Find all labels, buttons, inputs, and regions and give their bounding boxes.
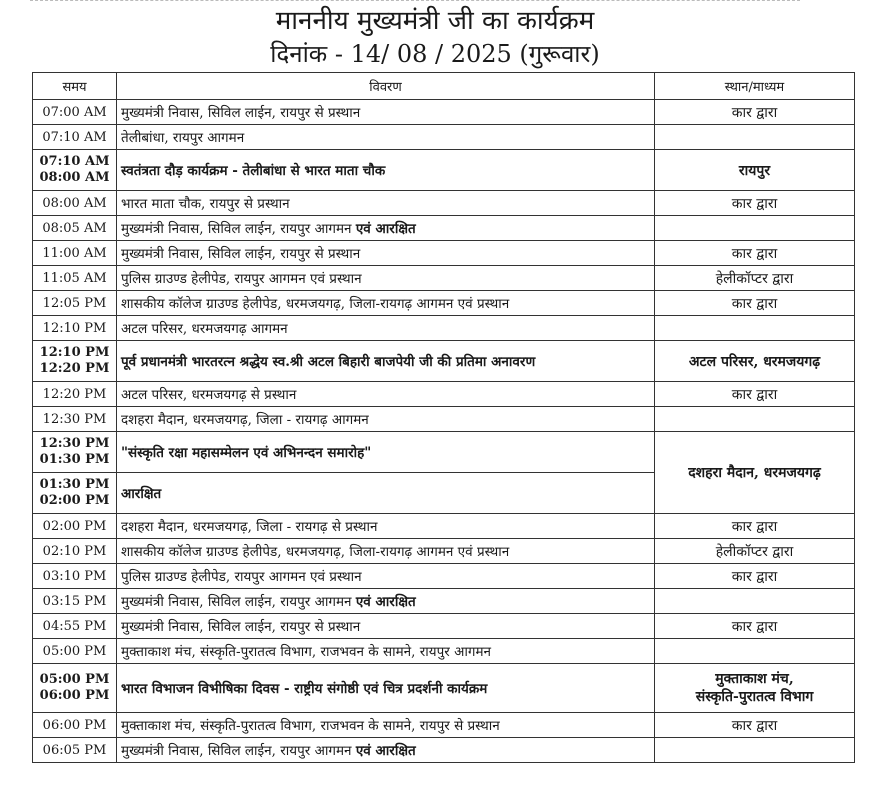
table-row (33, 316, 855, 341)
place-cell: हेलीकॉप्टर द्वारा (655, 266, 855, 291)
place-cell: कार द्वारा (655, 382, 855, 407)
time-cell: 07:00 AM (33, 100, 117, 125)
time-cell: 02:10 PM (33, 539, 117, 564)
place-cell: हेलीकॉप्टर द्वारा (655, 539, 855, 564)
description-cell: मुख्यमंत्री निवास, सिविल लाईन, रायपुर से प्रस्थान (117, 100, 655, 125)
header-place: स्थान/माध्यम (655, 73, 855, 100)
page-title: माननीय मुख्यमंत्री जी का कार्यक्रम (275, 6, 595, 36)
time-end: 01:30 PM (39, 452, 110, 467)
table-header-row (33, 73, 855, 100)
table-row (33, 407, 855, 432)
description-cell: दशहरा मैदान, धरमजयगढ़, जिला - रायगढ़ आगमन (117, 407, 655, 432)
table-row (33, 664, 855, 713)
time-cell: 07:10 AM (33, 125, 117, 150)
time-cell: 05:00 PM (33, 639, 117, 664)
place-cell: कार द्वारा (655, 614, 855, 639)
place-cell: कार द्वारा (655, 191, 855, 216)
description-cell (117, 589, 655, 614)
table-row (33, 382, 855, 407)
description-cell: आरक्षित (117, 473, 655, 514)
time-range-cell (33, 150, 117, 191)
time-cell: 06:00 PM (33, 713, 117, 738)
place-cell: कार द्वारा (655, 100, 855, 125)
description-text: मुख्यमंत्री निवास, सिविल लाईन, रायपुर आगमन (121, 221, 352, 237)
description-cell: मुख्यमंत्री निवास, सिविल लाईन, रायपुर से प्रस्थान (117, 614, 655, 639)
description-cell: भारत विभाजन विभीषिका दिवस - राष्ट्रीय संगोष्ठी एवं चित्र प्रदर्शनी कार्यक्रम (117, 664, 655, 713)
time-cell: 04:55 PM (33, 614, 117, 639)
place-line-2: संस्कृति-पुरातत्व विभाग (695, 689, 814, 705)
table-row (33, 100, 855, 125)
time-start: 01:30 PM (39, 477, 110, 492)
description-cell: मुक्ताकाश मंच, संस्कृति-पुरातत्व विभाग, राजभवन के सामने, रायपुर से प्रस्थान (117, 713, 655, 738)
description-cell: "संस्कृति रक्षा महासम्मेलन एवं अभिनन्दन समारोह" (117, 432, 655, 473)
table-row (33, 191, 855, 216)
time-end: 12:20 PM (39, 361, 110, 376)
time-range-cell (33, 432, 117, 473)
table-row (33, 639, 855, 664)
description-cell: भारत माता चौक, रायपुर से प्रस्थान (117, 191, 655, 216)
table-row (33, 241, 855, 266)
time-start: 07:10 AM (39, 154, 110, 169)
place-cell: कार द्वारा (655, 241, 855, 266)
time-cell: 12:30 PM (33, 407, 117, 432)
place-cell: कार द्वारा (655, 291, 855, 316)
time-range-cell (33, 341, 117, 382)
place-cell (655, 407, 855, 432)
description-cell: पूर्व प्रधानमंत्री भारतरत्न श्रद्धेय स्व.श्री अटल बिहारी बाजपेयी जी की प्रतिमा अनावरण (117, 341, 655, 382)
place-cell (655, 316, 855, 341)
time-end: 02:00 PM (39, 493, 110, 508)
place-cell: दशहरा मैदान, धरमजयगढ़ (655, 432, 855, 514)
time-cell: 11:05 AM (33, 266, 117, 291)
description-cell: पुलिस ग्राउण्ड हेलीपेड, रायपुर आगमन एवं प्रस्थान (117, 266, 655, 291)
table-row (33, 266, 855, 291)
description-cell: मुक्ताकाश मंच, संस्कृति-पुरातत्व विभाग, राजभवन के सामने, रायपुर आगमन (117, 639, 655, 664)
description-cell: शासकीय कॉलेज ग्राउण्ड हेलीपेड, धरमजयगढ़, जिला-रायगढ़ आगमन एवं प्रस्थान (117, 539, 655, 564)
time-cell: 08:05 AM (33, 216, 117, 241)
table-row (33, 564, 855, 589)
table-row (33, 341, 855, 382)
place-cell: कार द्वारा (655, 713, 855, 738)
time-end: 06:00 PM (39, 688, 110, 703)
description-cell: अटल परिसर, धरमजयगढ़ से प्रस्थान (117, 382, 655, 407)
time-start: 12:30 PM (39, 436, 110, 451)
table-row (33, 539, 855, 564)
time-cell: 12:20 PM (33, 382, 117, 407)
description-text: मुख्यमंत्री निवास, सिविल लाईन, रायपुर आगमन (121, 594, 352, 610)
place-cell: अटल परिसर, धरमजयगढ़ (655, 341, 855, 382)
time-cell: 06:05 PM (33, 738, 117, 763)
place-cell (655, 664, 855, 713)
description-cell: तेलीबांधा, रायपुर आगमन (117, 125, 655, 150)
time-start: 05:00 PM (39, 672, 110, 687)
time-start: 12:10 PM (39, 345, 110, 360)
table-row (33, 614, 855, 639)
reserved-text: एवं आरक्षित (355, 594, 416, 610)
table-row (33, 216, 855, 241)
description-text: मुख्यमंत्री निवास, सिविल लाईन, रायपुर आगमन (121, 743, 352, 759)
time-cell: 03:15 PM (33, 589, 117, 614)
table-row (33, 738, 855, 763)
time-end: 08:00 AM (39, 170, 110, 185)
place-line-1: मुक्ताकाश मंच, (715, 671, 794, 687)
time-range-cell (33, 664, 117, 713)
reserved-text: एवं आरक्षित (355, 743, 416, 759)
place-cell (655, 216, 855, 241)
table-row (33, 291, 855, 316)
header-time: समय (33, 73, 117, 100)
table-row (33, 432, 855, 473)
date-line: दिनांक - 14/ 08 / 2025 (गुरूवार) (270, 40, 600, 68)
place-cell: कार द्वारा (655, 514, 855, 539)
time-cell: 03:10 PM (33, 564, 117, 589)
description-cell: स्वतंत्रता दौड़ कार्यक्रम - तेलीबांधा से भारत माता चौक (117, 150, 655, 191)
description-cell: अटल परिसर, धरमजयगढ़ आगमन (117, 316, 655, 341)
table-row (33, 150, 855, 191)
description-cell: मुख्यमंत्री निवास, सिविल लाईन, रायपुर से प्रस्थान (117, 241, 655, 266)
place-cell: रायपुर (655, 150, 855, 191)
place-cell (655, 639, 855, 664)
place-cell (655, 738, 855, 763)
time-cell: 12:10 PM (33, 316, 117, 341)
description-cell (117, 216, 655, 241)
time-cell: 12:05 PM (33, 291, 117, 316)
place-cell: कार द्वारा (655, 564, 855, 589)
time-cell: 08:00 AM (33, 191, 117, 216)
table-row (33, 514, 855, 539)
reserved-text: एवं आरक्षित (355, 221, 416, 237)
header-description: विवरण (117, 73, 655, 100)
place-cell (655, 125, 855, 150)
time-range-cell (33, 473, 117, 514)
description-cell: पुलिस ग्राउण्ड हेलीपेड, रायपुर आगमन एवं प्रस्थान (117, 564, 655, 589)
table-row (33, 589, 855, 614)
top-divider (30, 0, 800, 3)
time-cell: 02:00 PM (33, 514, 117, 539)
time-cell: 11:00 AM (33, 241, 117, 266)
description-cell: शासकीय कॉलेज ग्राउण्ड हेलीपेड, धरमजयगढ़, जिला-रायगढ़ आगमन एवं प्रस्थान (117, 291, 655, 316)
place-cell (655, 589, 855, 614)
table-row (33, 713, 855, 738)
description-cell (117, 738, 655, 763)
table-row (33, 125, 855, 150)
schedule-table (32, 72, 855, 763)
description-cell: दशहरा मैदान, धरमजयगढ़, जिला - रायगढ़ से प्रस्थान (117, 514, 655, 539)
